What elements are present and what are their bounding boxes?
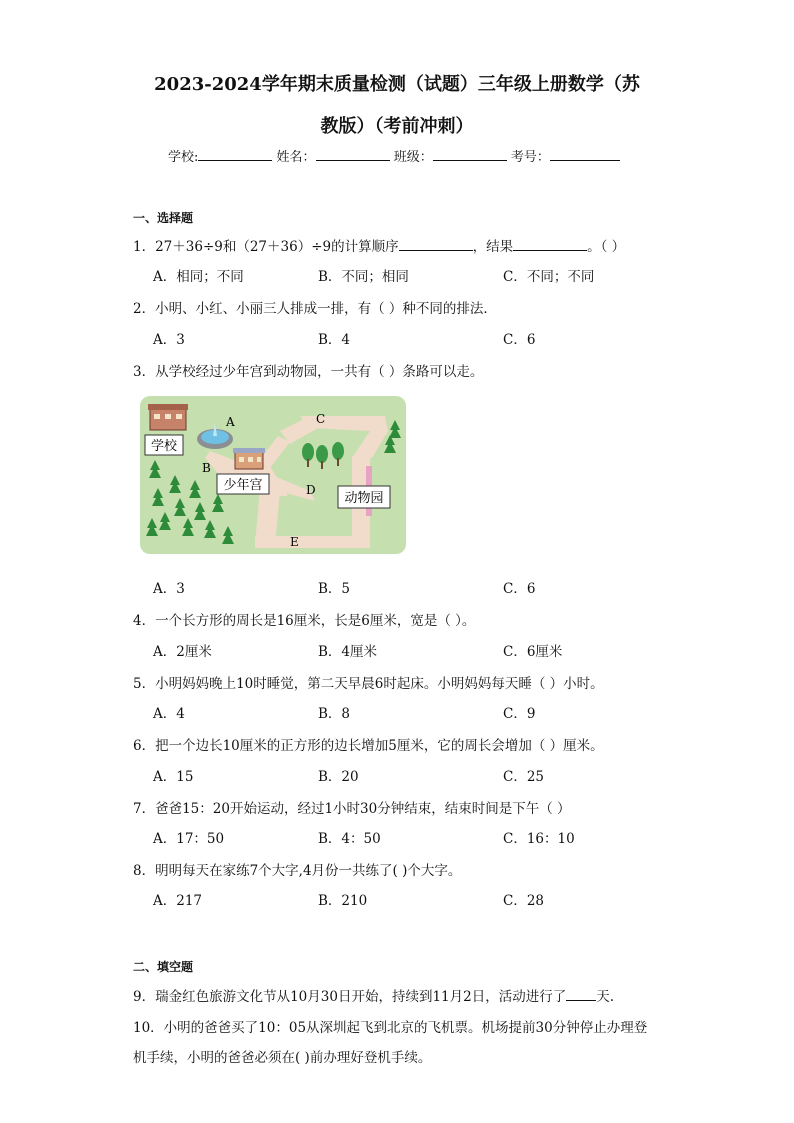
option-b[interactable]: B．5 xyxy=(318,581,351,597)
route-map xyxy=(140,396,406,554)
option-c[interactable]: C．不同；不同 xyxy=(503,269,595,285)
option-c[interactable]: C．6厘米 xyxy=(503,644,563,660)
option-a[interactable]: A．3 xyxy=(153,581,185,597)
option-a[interactable]: A．217 xyxy=(153,893,203,909)
school-label: 学校 xyxy=(150,439,178,454)
route-label-a: A xyxy=(226,415,235,429)
number-label: 考号： xyxy=(510,150,550,165)
option-c[interactable]: C．16：10 xyxy=(503,831,575,847)
option-c[interactable]: C．25 xyxy=(503,769,545,785)
zoo-label: 动物园 xyxy=(344,491,384,506)
option-a[interactable]: A．15 xyxy=(153,769,194,785)
option-b[interactable]: B．4 xyxy=(318,332,351,348)
option-a[interactable]: A．3 xyxy=(153,332,185,348)
option-a[interactable]: A．4 xyxy=(153,706,185,722)
page-title-line1: 2023-2024学年期末质量检测（试题）三年级上册数学（苏 xyxy=(154,74,640,95)
option-c[interactable]: C．6 xyxy=(503,581,536,597)
question-1-text-c: 。（ ） xyxy=(587,239,626,255)
school-label: 学校: xyxy=(168,150,199,165)
name-label: 姓名： xyxy=(276,150,316,165)
option-c[interactable]: C．6 xyxy=(503,332,536,348)
question-9 xyxy=(133,985,614,1005)
question-9-text-a: 9．瑞金红色旅游文化节从10月30日开始，持续到11月2日，活动进行了 xyxy=(133,989,567,1005)
youth-palace-label: 少年宫 xyxy=(223,478,263,493)
answer-blank[interactable] xyxy=(513,237,587,251)
route-label-d: D xyxy=(306,483,316,497)
option-a[interactable]: A．17：50 xyxy=(153,831,225,847)
question-1-text-b: ，结果 xyxy=(472,239,514,255)
answer-blank[interactable] xyxy=(566,987,596,1001)
option-b[interactable]: B．4：50 xyxy=(318,831,381,847)
question-8: 8．明明每天在家练7个大字,4月份一共练了( )个大字。 xyxy=(133,863,462,879)
route-label-c: C xyxy=(316,412,326,426)
section-title-fill: 二、填空题 xyxy=(133,960,194,974)
option-a[interactable]: A．2厘米 xyxy=(153,644,212,660)
question-1-text-a: 1．27＋36÷9和（27＋36）÷9的计算顺序 xyxy=(133,239,399,255)
number-blank[interactable] xyxy=(550,148,620,161)
student-info-row xyxy=(168,146,620,165)
question-7: 7．爸爸15：20开始运动，经过1小时30分钟结束，结束时间是下午（ ） xyxy=(133,801,571,817)
class-label: 班级： xyxy=(393,150,433,165)
option-b[interactable]: B．210 xyxy=(318,893,368,909)
school-building xyxy=(148,404,188,430)
option-a[interactable]: A．相同；不同 xyxy=(153,269,244,285)
question-4: 4．一个长方形的周长是16厘米，长是6厘米，宽是（ ）。 xyxy=(133,613,476,629)
question-10-line1: 10．小明的爸爸买了10：05从深圳起飞到北京的飞机票。机场提前30分钟停止办理登 xyxy=(133,1020,648,1036)
option-c[interactable]: C．28 xyxy=(503,893,545,909)
question-5: 5．小明妈妈晚上10时睡觉，第二天早晨6时起床。小明妈妈每天睡（ ）小时。 xyxy=(133,676,604,692)
question-6: 6．把一个边长10厘米的正方形的边长增加5厘米，它的周长会增加（ ）厘米。 xyxy=(133,738,604,754)
option-c[interactable]: C．9 xyxy=(503,706,536,722)
question-1 xyxy=(133,235,625,255)
name-blank[interactable] xyxy=(316,148,390,161)
page-title-line2: 教版）（考前冲刺） xyxy=(320,116,474,137)
round-trees xyxy=(302,442,344,469)
option-b[interactable]: B．4厘米 xyxy=(318,644,378,660)
option-b[interactable]: B．8 xyxy=(318,706,351,722)
answer-blank[interactable] xyxy=(399,237,473,251)
school-blank[interactable] xyxy=(198,148,272,161)
route-label-b: B xyxy=(202,461,211,475)
class-blank[interactable] xyxy=(433,148,507,161)
question-3: 3．从学校经过少年宫到动物园，一共有（ ）条路可以走。 xyxy=(133,364,484,380)
question-10-line2: 机手续，小明的爸爸必须在( )前办理好登机手续。 xyxy=(133,1050,432,1066)
section-title-choice: 一、选择题 xyxy=(133,211,194,225)
youth-palace-building xyxy=(233,448,265,469)
option-b[interactable]: B．20 xyxy=(318,769,359,785)
option-b[interactable]: B．不同；相同 xyxy=(318,269,409,285)
question-2: 2．小明、小红、小丽三人排成一排，有（ ）种不同的排法． xyxy=(133,301,497,317)
route-label-e: E xyxy=(290,535,299,549)
question-9-text-b: 天. xyxy=(596,989,615,1005)
